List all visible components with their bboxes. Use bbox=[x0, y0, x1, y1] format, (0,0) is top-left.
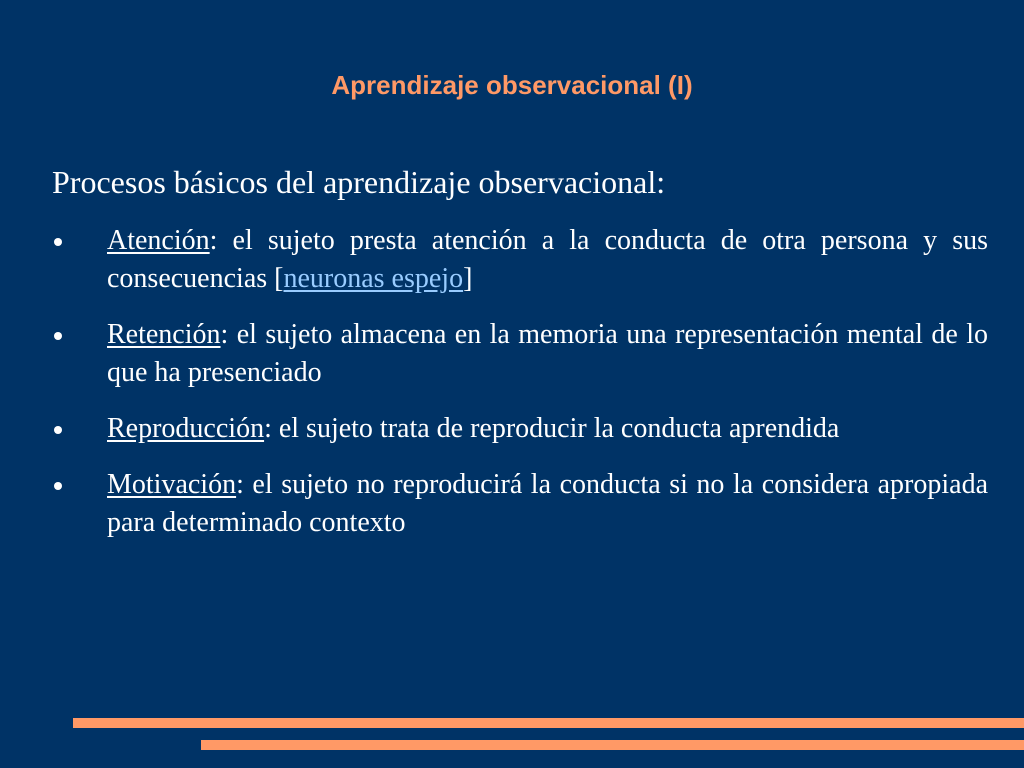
bullet-icon bbox=[54, 238, 62, 246]
bullet-icon bbox=[54, 482, 62, 490]
bullet-icon bbox=[54, 332, 62, 340]
term-retencion: Retención bbox=[107, 319, 221, 350]
term-motivacion: Motivación bbox=[107, 469, 237, 500]
decorative-line-top bbox=[73, 718, 1024, 728]
term-reproduccion: Reproducción bbox=[107, 413, 265, 444]
item-text: ] bbox=[463, 263, 473, 294]
decorative-line-bottom bbox=[201, 740, 1024, 750]
intro-text: Procesos básicos del aprendizaje observacional: bbox=[52, 164, 666, 200]
term-atencion: Atención bbox=[107, 225, 210, 256]
item-text: : el sujeto presta atención a la conducta de otra persona y sus consecuencias [ bbox=[107, 225, 988, 294]
item-text: : el sujeto trata de reproducir la conducta aprendida bbox=[264, 413, 840, 444]
process-list bbox=[50, 222, 988, 560]
list-item-atencion bbox=[50, 222, 988, 298]
neuronas-espejo-link[interactable]: neuronas espejo bbox=[283, 263, 464, 294]
list-item-motivacion bbox=[50, 466, 988, 542]
item-text: : el sujeto no reproducirá la conducta si no la considera apropiada para determinado contexto bbox=[107, 469, 988, 538]
bullet-icon bbox=[54, 426, 62, 434]
list-item-reproduccion bbox=[50, 410, 988, 448]
slide-title: Aprendizaje observacional (I) bbox=[331, 70, 693, 100]
item-text: : el sujeto almacena en la memoria una representación mental de lo que ha presenciado bbox=[107, 319, 988, 388]
list-item-retencion bbox=[50, 316, 988, 392]
